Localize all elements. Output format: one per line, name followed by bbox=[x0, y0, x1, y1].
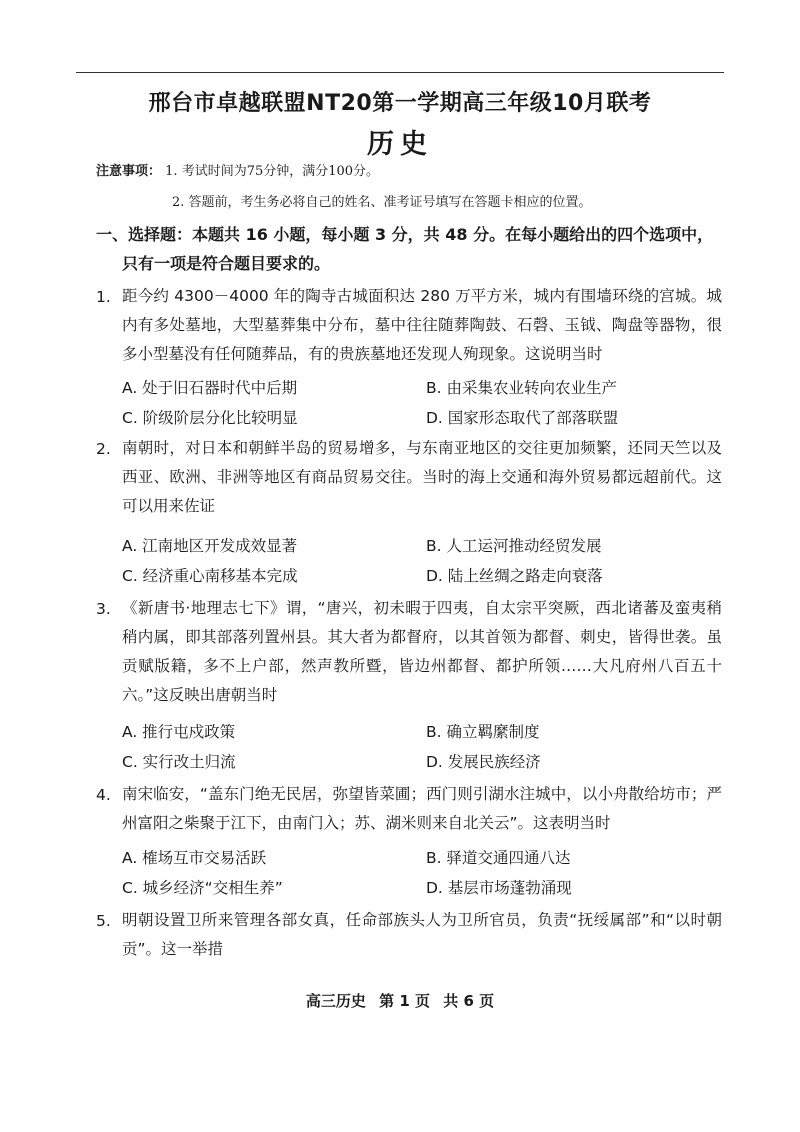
notes-item-2: 2. 答题前，考生务必将自己的姓名、准考证号填写在答题卡相应的位置。 bbox=[172, 195, 592, 210]
question-number: 2. bbox=[96, 440, 111, 458]
option-a: A. 推行屯戍政策 bbox=[122, 723, 236, 741]
question-text: 南朝时，对日本和朝鲜半岛的贸易增多，与东南亚地区的交往更加频繁，还同天竺以及西亚、欧洲、非洲等地区有商品贸易交往。当时的海上交通和海外贸易都远超前代。这可以用来佐证 bbox=[122, 439, 722, 515]
section-heading-line-1: 一、选择题：本题共 16 小题，每小题 3 分，共 48 分。在每小题给出的四个选项中， bbox=[96, 225, 714, 244]
question-text: 南宋临安，“盖东门绝无民居，弥望皆菜圃；西门则引湖水注城中，以小舟散给坊市；严州富阳之柴聚于江下，由南门入；苏、湖米则来自北关云”。这表明当时 bbox=[122, 785, 722, 832]
subject-title: 历史 bbox=[367, 129, 433, 160]
top-rule bbox=[76, 72, 724, 73]
notes-line-1 bbox=[96, 160, 379, 179]
page-footer bbox=[0, 990, 800, 1011]
option-d: D. 陆上丝绸之路走向衰落 bbox=[426, 567, 603, 585]
option-a: A. 榷场互市交易活跃 bbox=[122, 849, 267, 867]
option-d: D. 发展民族经济 bbox=[426, 753, 541, 771]
question-number: 5. bbox=[96, 912, 111, 930]
section-heading-line-2: 只有一项是符合题目要求的。 bbox=[122, 254, 331, 273]
option-c: C. 阶级阶层分化比较明显 bbox=[122, 409, 298, 427]
option-b: B. 确立羁縻制度 bbox=[426, 723, 540, 741]
option-c: C. 经济重心南移基本完成 bbox=[122, 567, 298, 585]
question-number: 1. bbox=[96, 288, 111, 306]
option-c: C. 城乡经济“交相生养” bbox=[122, 879, 283, 897]
option-d: D. 国家形态取代了部落联盟 bbox=[426, 409, 619, 427]
option-a: A. 处于旧石器时代中后期 bbox=[122, 379, 298, 397]
option-a: A. 江南地区开发成效显著 bbox=[122, 537, 298, 555]
question-text: 明朝设置卫所来管理各部女真，任命部族头人为卫所官员，负责“抚绥属部”和“以时朝贡”。这一举措 bbox=[122, 911, 722, 958]
section-heading bbox=[96, 220, 736, 278]
option-b: B. 由采集农业转向农业生产 bbox=[426, 379, 617, 397]
question-text: 距今约 4300－4000 年的陶寺古城面积达 280 万平方米，城内有围墙环绕的宫城。城内有多处墓地，大型墓葬集中分布，墓中往往随葬陶鼓、石磬、玉钺、陶盘等器物，很多小型墓没有任何随葬品，有的贵族墓地还发现人殉现象。这说明当时 bbox=[122, 287, 722, 363]
footer-page: 第 1 页 bbox=[379, 992, 430, 1010]
option-b: B. 驿道交通四通八达 bbox=[426, 849, 571, 867]
question-number: 3. bbox=[96, 600, 111, 618]
option-c: C. 实行改土归流 bbox=[122, 753, 236, 771]
notes-label: 注意事项： bbox=[96, 164, 162, 179]
question-number: 4. bbox=[96, 786, 111, 804]
option-d: D. 基层市场蓬勃涌现 bbox=[426, 879, 572, 897]
footer-subject: 高三历史 bbox=[305, 992, 366, 1010]
exam-title: 邢台市卓越联盟NT20第一学期高三年级10月联考 bbox=[148, 91, 652, 116]
question-text: 《新唐书·地理志七下》谓，“唐兴，初未暇于四夷，自太宗平突厥，西北诸蕃及蛮夷稍稍内属，即其部落列置州县。其大者为都督府，以其首领为都督、刺史，皆得世袭。虽贡赋版籍，多不上户部，然声教所暨，皆边州都督、都护所领……大凡府州八百五十六。”这反映出唐朝当时 bbox=[122, 599, 722, 704]
footer-total: 共 6 页 bbox=[443, 992, 495, 1010]
option-b: B. 人工运河推动经贸发展 bbox=[426, 537, 602, 555]
notes-item-1: 1. 考试时间为75分钟，满分100分。 bbox=[165, 164, 380, 179]
